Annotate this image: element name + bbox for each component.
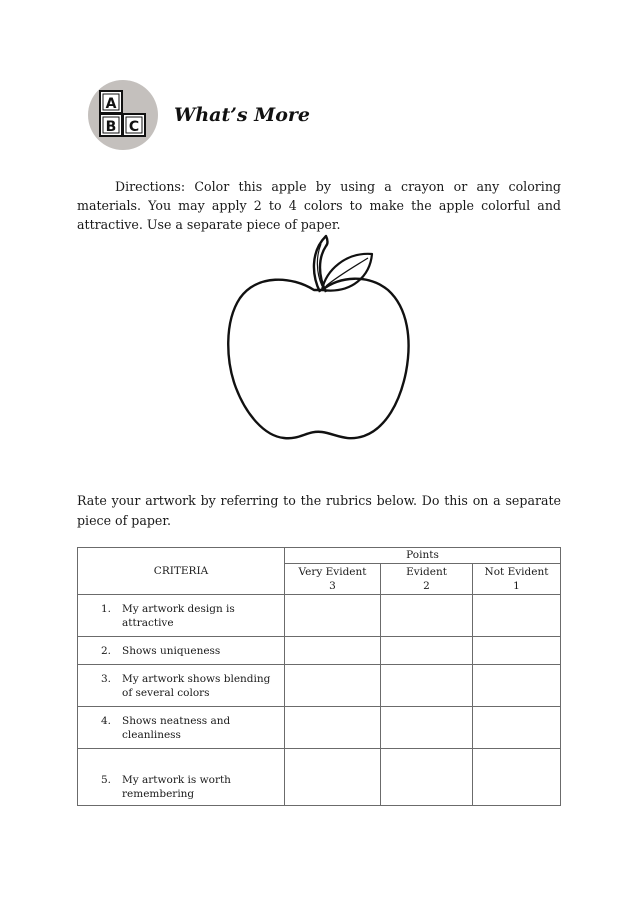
- directions-paragraph: [77, 177, 561, 234]
- criterion-text: Shows neatness and cleanliness: [122, 714, 231, 741]
- score-cell[interactable]: [381, 637, 473, 665]
- criteria-header: CRITERIA: [78, 548, 285, 595]
- level-not-evident: [473, 564, 561, 595]
- criterion-cell: [78, 749, 285, 806]
- score-cell[interactable]: [381, 665, 473, 707]
- criterion-cell: [78, 637, 285, 665]
- level-score: 2: [423, 580, 430, 592]
- score-cell[interactable]: [473, 707, 561, 749]
- level-very-evident: [285, 564, 381, 595]
- criterion-number: 4.: [101, 714, 112, 727]
- badge-letter-b: B: [105, 119, 117, 135]
- rubric-header-row: [78, 548, 561, 564]
- level-score: 3: [329, 580, 336, 592]
- table-row: [78, 707, 561, 749]
- score-cell[interactable]: [285, 707, 381, 749]
- level-label: Evident: [406, 566, 447, 578]
- table-row: [78, 749, 561, 806]
- score-cell[interactable]: [473, 637, 561, 665]
- score-cell[interactable]: [381, 595, 473, 637]
- badge-letter-a: A: [105, 96, 117, 112]
- level-evident: [381, 564, 473, 595]
- score-cell[interactable]: [473, 749, 561, 806]
- score-cell[interactable]: [285, 665, 381, 707]
- criterion-text: Shows uniqueness: [122, 644, 221, 657]
- abc-blocks-icon: [88, 80, 158, 150]
- score-cell[interactable]: [381, 707, 473, 749]
- score-cell[interactable]: [473, 665, 561, 707]
- rubric-table: [77, 547, 561, 806]
- criterion-cell: [78, 595, 285, 637]
- apple-outline-illustration: [222, 232, 414, 446]
- criterion-number: 1.: [101, 602, 112, 615]
- score-cell[interactable]: [381, 749, 473, 806]
- level-label: Very Evident: [298, 566, 367, 578]
- table-row: [78, 637, 561, 665]
- criterion-text: My artwork is worth remembering: [122, 774, 231, 800]
- criterion-text: My artwork design is attractive: [122, 602, 235, 629]
- level-score: 1: [513, 580, 520, 592]
- table-row: [78, 665, 561, 707]
- table-row: [78, 595, 561, 637]
- score-cell[interactable]: [285, 637, 381, 665]
- level-label: Not Evident: [484, 566, 549, 578]
- criterion-number: 2.: [101, 644, 112, 657]
- rate-instructions: Rate your artwork by referring to the rubrics below. Do this on a separate piece of paper.: [77, 493, 561, 528]
- criterion-number: 5.: [101, 774, 112, 786]
- directions-text: Directions: Color this apple by using a crayon or any coloring materials. You may apply 2 to 4 colors to make the apple colorful and attractive. Use a separate piece of paper.: [77, 179, 561, 232]
- score-cell[interactable]: [285, 749, 381, 806]
- criterion-cell: [78, 665, 285, 707]
- score-cell[interactable]: [285, 595, 381, 637]
- score-cell[interactable]: [473, 595, 561, 637]
- criterion-text: My artwork shows blending of several colors: [122, 672, 271, 699]
- badge-letter-c: C: [128, 119, 140, 135]
- points-header: Points: [285, 548, 561, 564]
- section-title: What’s More: [174, 104, 310, 126]
- criterion-number: 3.: [101, 672, 112, 685]
- criterion-cell: [78, 707, 285, 749]
